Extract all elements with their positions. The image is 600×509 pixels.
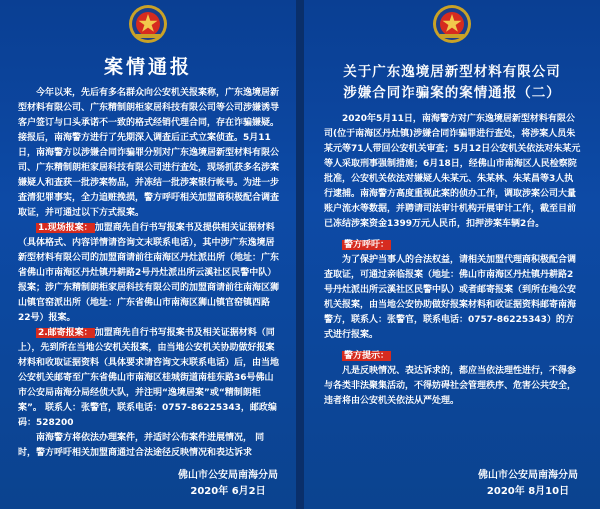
right-para3: 凡是反映情况、表达诉求的，都应当依法理性进行，不得参与各类非法聚集活动，不得妨碍社会管理秩序、危害公共安全，违者将由公安机关依法从严处理。 [324, 366, 577, 406]
left-closing: 南海警方将依法办理案件，并适时公布案件进展情况， 同时，警方呼吁相关加盟商通过合法途径反映情况和表达诉求 [18, 433, 265, 458]
left-signer: 佛山市公安局南海分局 [178, 470, 278, 481]
right-body [324, 112, 582, 409]
left-date: 2020年 6月2日 [190, 486, 266, 497]
right-date: 2020年 8月10日 [486, 486, 570, 497]
left-body [18, 86, 280, 461]
right-label2: 警方提示： [344, 351, 390, 361]
right-para2: 为了保护当事人的合法权益，请相关加盟代理商积极配合调查取证，可通过亲临报案（地址：佛山市南海区丹灶镇丹耕路2号丹灶派出所云溪社区民警中队）或者邮寄报案（到所在地公安机关报案，由当地公安协助做好报案材料和收证据资料邮寄南海警方，联系人：张警官，联系电话：0757-86225343）的方式进行报案。 [324, 255, 577, 340]
right-signer: 佛山市公安局南海分局 [478, 470, 578, 481]
right-para1: 2020年5月11日，南海警方对广东逸境居新型材料有限公司(位于南海区丹灶镇)涉嫌合同诈骗罪进行查处，将涉案人员朱某元等71人带回公安机关审查；5月12日公安机关依法对朱某元等人采取刑事强制措施；6月18日，经佛山市南海区人民检察院批准，公安机关依法对嫌疑人朱某元、朱某林、朱某昌等3人执行逮捕。南海警方高度重视此案的侦办工作，调取涉案公司大量账户流水等数据，并聘请司法审计机构开展审计工作，截至目前已冻结涉案资金1399万元人民币，扣押涉案车辆2台。 [324, 114, 581, 229]
right-title-line2: 涉嫌合同诈骗案的案情通报（二） [343, 85, 561, 101]
right-title [304, 62, 600, 104]
police-emblem-icon [128, 4, 168, 44]
right-label2-row [324, 349, 582, 364]
right-label1: 警方呼吁： [344, 240, 390, 250]
left-signature [178, 468, 278, 500]
left-item2 [18, 326, 280, 431]
panel-divider [296, 0, 304, 509]
right-label1-row [324, 238, 582, 253]
left-item2-text: 加盟商先自行书写报案书及相关证据材料（同上），先到所在当地公安机关报案，由当地公安机关协助做好报案材料和收取证据资料（具体要求请咨询文末联系电话）后，由当地公安机关邮寄至广东省佛山市南海区桂城街道南桂东路36号佛山市公安局南海分局经侦大队，并注明“逸境居案”或“精制朗柜案”。 联系人：张警官，联系电话：0757-86225343，邮政编码：528200 [18, 328, 280, 428]
right-title-line1: 关于广东逸境居新型材料有限公司 [343, 64, 561, 80]
police-emblem-icon [432, 4, 472, 44]
left-title: 案情通报 [103, 56, 192, 78]
left-notice-panel [0, 0, 296, 509]
right-signature [478, 468, 578, 500]
right-notice-panel [304, 0, 600, 509]
left-item1-text: 加盟商先自行书写报案书及提供相关证据材料（具体格式、内容详情请咨询文末联系电话），其中涉广东逸境居新型材料有限公司的加盟商请前往南海区丹灶派出所（地址：广东省佛山市南海区丹灶镇丹耕路2号丹灶派出所云溪社区民警中队）报案；涉广东精制朗柜家居科技有限公司的加盟商请前往南海区狮山镇官窑派出所（地址：广东省佛山市南海区狮山镇官窑镇西路22号）报案。 [18, 223, 280, 323]
left-item2-label: 2.邮寄报案： [38, 328, 93, 338]
left-intro: 今年以来，先后有多名群众向公安机关报案称，广东逸境居新型材料有限公司、广东精制朗柜家居科技有限公司等公司涉嫌诱导客户签订与口头承诺不一致的格式经销代理合同，存在诈骗嫌疑。接报后，南海警方进行了先期深入调查后正式立案侦查。5月11日，南海警方以涉嫌合同诈骗罪分别对广东逸境居新型材料有限公司、广东精制朗柜家居科技有限公司进行查处，现场抓获多名涉案嫌疑人和查获一批涉案物品，并冻结一批涉案银行帐号。为进一步查清犯罪事实，全力追赃挽损，警方呼吁相关加盟商积极配合调查取证，并可通过以下方式报案。 [18, 88, 280, 218]
left-item1-label: 1.现场报案： [38, 223, 93, 233]
left-item1 [18, 221, 280, 326]
